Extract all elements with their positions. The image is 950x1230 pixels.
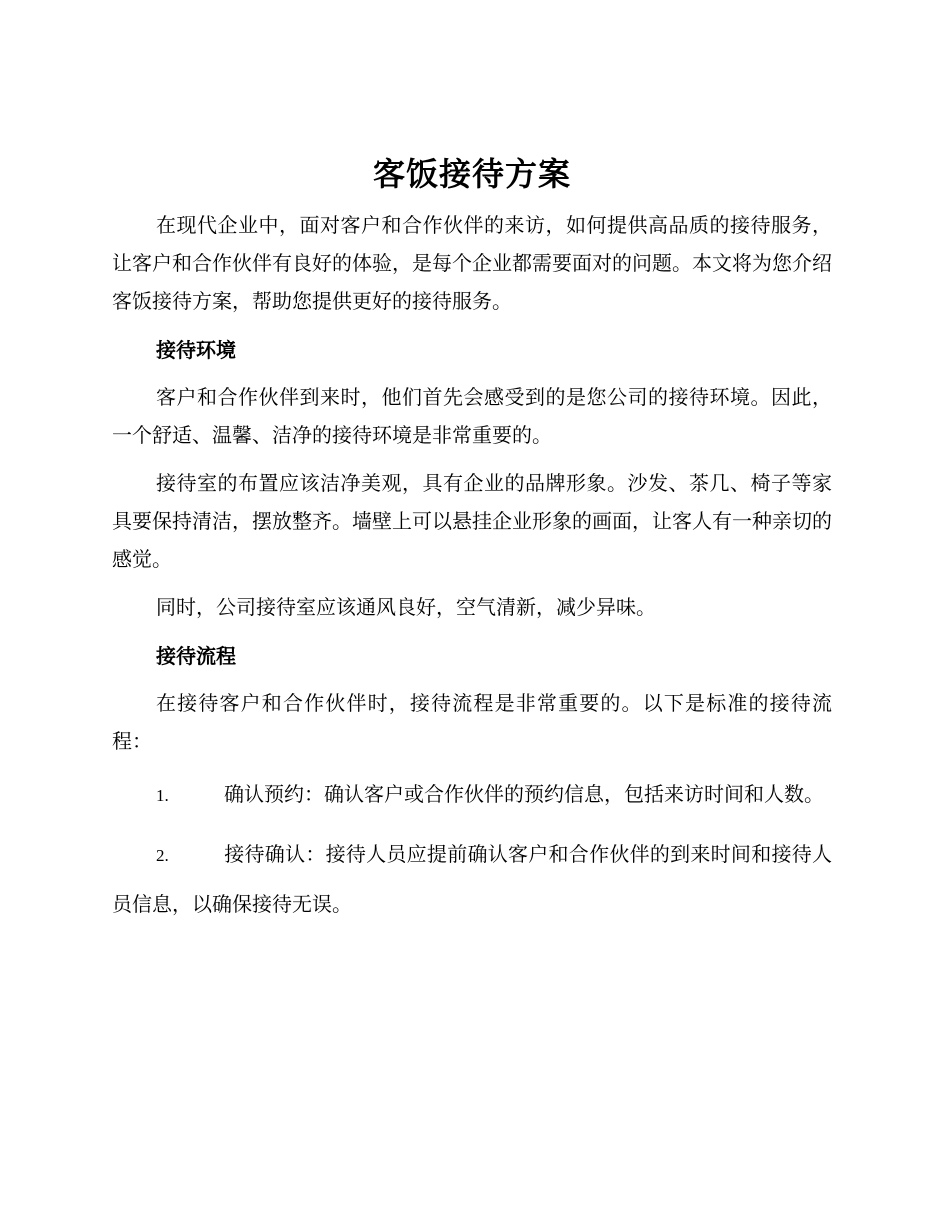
environment-paragraph: 客户和合作伙伴到来时，他们首先会感受到的是您公司的接待环境。因此，一个舒适、温馨、洁净的接待环境是非常重要的。 (112, 385, 832, 447)
intro-paragraph: 在现代企业中，面对客户和合作伙伴的来访，如何提供高品质的接待服务，让客户和合作伙伴有良好的体验，是每个企业都需要面对的问题。本文将为您介绍客饭接待方案，帮助您提供更好的接待服务。 (112, 213, 832, 313)
list-item-text: 确认预约：确认客户或合作伙伴的预约信息，包括来访时间和人数。 (224, 782, 824, 806)
environment-paragraph: 接待室的布置应该洁净美观，具有企业的品牌形象。沙发、茶几、椅子等家具要保持清洁，摆放整齐。墙壁上可以悬挂企业形象的画面，让客人有一种亲切的感觉。 (112, 471, 832, 571)
list-number: 2. (156, 846, 169, 865)
list-item (112, 770, 832, 820)
document-title: 客饭接待方案 (372, 155, 571, 193)
section-heading-process: 接待流程 (156, 644, 236, 668)
document-body (112, 150, 832, 938)
list-number: 1. (156, 786, 169, 805)
list-item (112, 830, 832, 928)
list-item-text: 接待确认：接待人员应提前确认客户和合作伙伴的到来时间和接待人员信息，以确保接待无误。 (112, 842, 832, 916)
environment-paragraph: 同时，公司接待室应该通风良好，空气清新，减少异味。 (156, 595, 656, 619)
section-heading-environment: 接待环境 (156, 338, 236, 362)
process-intro-paragraph: 在接待客户和合作伙伴时，接待流程是非常重要的。以下是标准的接待流程： (112, 691, 832, 753)
